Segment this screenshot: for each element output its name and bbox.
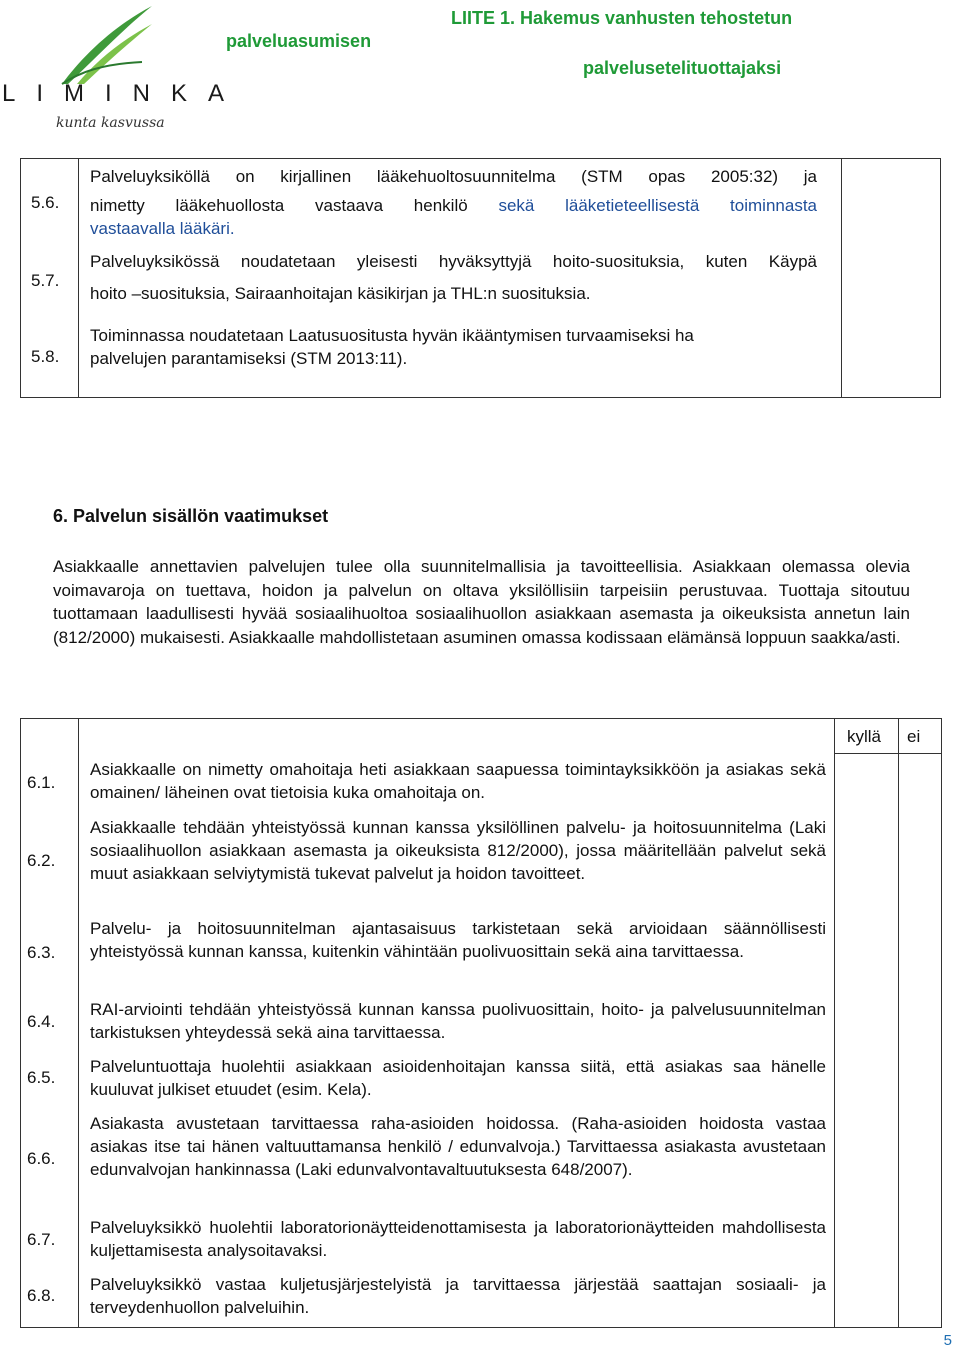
table-divider xyxy=(834,719,835,1327)
row-text-line: Palveluyksikössä noudatetaan yleisesti hyväksyttyjä hoito-suosituksia, kuten Käypä xyxy=(90,252,817,271)
row-text-segment: nimetty lääkehuollosta vastaava henkilö xyxy=(90,196,499,215)
row-number: 5.8. xyxy=(31,347,60,366)
row-number: 6.6. xyxy=(27,1149,56,1168)
table-divider xyxy=(78,719,79,1327)
row-text-line-highlight: vastaavalla lääkäri. xyxy=(90,219,235,238)
checklist-table xyxy=(20,718,942,1328)
row-number: 6.3. xyxy=(27,943,56,962)
row-text: Asiakkaalle on nimetty omahoitaja heti asiakkaan saapuessa toimintayksikköön ja asiakas sekä omainen/ läheinen ovat tietoisia kuka omahoitaja on. xyxy=(90,760,826,802)
row-number: 6.7. xyxy=(27,1230,56,1249)
row-text-line: Toiminnassa noudatetaan Laatusuositusta hyvän ikääntymisen turvaamiseksi ha xyxy=(90,326,694,345)
section-heading: 6. Palvelun sisällön vaatimukset xyxy=(53,506,329,526)
column-header-no: ei xyxy=(907,727,921,746)
section-paragraph: Asiakkaalle annettavien palvelujen tulee olla suunnitelmallisia ja tavoitteellisia. Asiakkaan olemassa olevia voimavaroja on tuettava, hoidon ja palvelun on oltava yksilöllisiin tarpeisiin perustuvaa. Tuottaja sitoutuu tuottamaan laadullisesti hyvää sosiaalihuoltoa sosiaalihuollon asiakkaan asemasta ja oikeuksista annetun lain (812/2000) mukaisesti. Asiakkaalle mahdollistetaan asuminen omassa kodissaan elämänsä loppuun saakka/asti. xyxy=(53,557,910,647)
table-divider xyxy=(78,159,79,397)
page-number: 5 xyxy=(943,1332,952,1349)
row-text: Palvelu- ja hoitosuunnitelman ajantasaisuus tarkistetaan sekä arvioidaan säännöllisesti yhteistyössä kunnan kanssa, kuitenkin vähintään puolivuosittain sekä aina tarvittaessa. xyxy=(90,919,826,961)
logo-tagline: kunta kasvussa xyxy=(56,115,165,131)
logo-wordmark: LIMINKA xyxy=(2,80,246,107)
header-appendix-subtitle: palvelusetelituottajaksi xyxy=(583,58,782,78)
row-number: 6.1. xyxy=(27,773,56,792)
row-number: 5.6. xyxy=(31,193,60,212)
table-divider xyxy=(841,159,842,397)
row-text-line: palvelujen parantamiseksi (STM 2013:11). xyxy=(90,349,408,368)
row-number: 6.5. xyxy=(27,1068,56,1087)
leaf-logo-icon xyxy=(2,2,217,87)
header-left-title: palveluasumisen xyxy=(226,31,372,51)
row-number: 6.4. xyxy=(27,1012,56,1031)
row-text: Asiakasta avustetaan tarvittaessa raha-asioiden hoidossa. (Raha-asioiden hoidosta vastaa asiakas itse tai hänen valtuuttamansa henkilö / edunvalvoja.) Tarvittaessa asiakasta avustetaan edunvalvojan hankinnassa (Laki edunvalvontavaltuutuksesta 648/2007). xyxy=(90,1114,826,1179)
row-text: Palveluyksikkö vastaa kuljetusjärjestelyistä ja tarvittaessa järjestää saattajan sosiaali- ja terveydenhuollon palveluihin. xyxy=(90,1275,826,1317)
row-text: Palveluyksikkö huolehtii laboratorionäytteidenottamisesta ja laboratorionäytteiden mahdollisesta kuljettamisesta analysoitavaksi. xyxy=(90,1218,826,1260)
row-text-segment-highlight: sekä lääketieteellisestä toiminnasta xyxy=(498,196,817,215)
row-text: Asiakkaalle tehdään yhteistyössä kunnan kanssa yksilöllinen palvelu- ja hoitosuunnitelma (Laki sosiaalihuollon asiakkaan asemasta ja oikeuksista 812/2000), jossa määritellään palvelut sekä muut asiakkaan selviytymistä tukevat palvelut ja hoidon tavoitteet. xyxy=(90,818,826,883)
row-number: 6.2. xyxy=(27,851,56,870)
requirements-table-5 xyxy=(20,158,941,398)
row-text-line xyxy=(90,194,817,217)
row-text: RAI-arviointi tehdään yhteistyössä kunnan kanssa puolivuosittain, hoito- ja palvelusuunnitelman tarkistuksen yhteydessä sekä aina tarvittaessa. xyxy=(90,1000,826,1042)
table-divider xyxy=(834,753,941,754)
table-divider xyxy=(898,719,899,1327)
row-number: 6.8. xyxy=(27,1286,56,1305)
row-text: Palveluntuottaja huolehtii asiakkaan asioidenhoitajan kanssa siitä, että asiakas saa hänelle kuuluvat julkiset etuudet (esim. Kela). xyxy=(90,1057,826,1099)
row-text-line: Palveluyksiköllä on kirjallinen lääkehuoltosuunnitelma (STM opas 2005:32) ja xyxy=(90,167,817,186)
header-appendix-title: LIITE 1. Hakemus vanhusten tehostetun xyxy=(451,8,793,28)
row-text-line: hoito –suosituksia, Sairaanhoitajan käsikirjan ja THL:n suosituksia. xyxy=(90,284,591,303)
row-number: 5.7. xyxy=(31,271,60,290)
column-header-yes: kyllä xyxy=(847,727,882,746)
